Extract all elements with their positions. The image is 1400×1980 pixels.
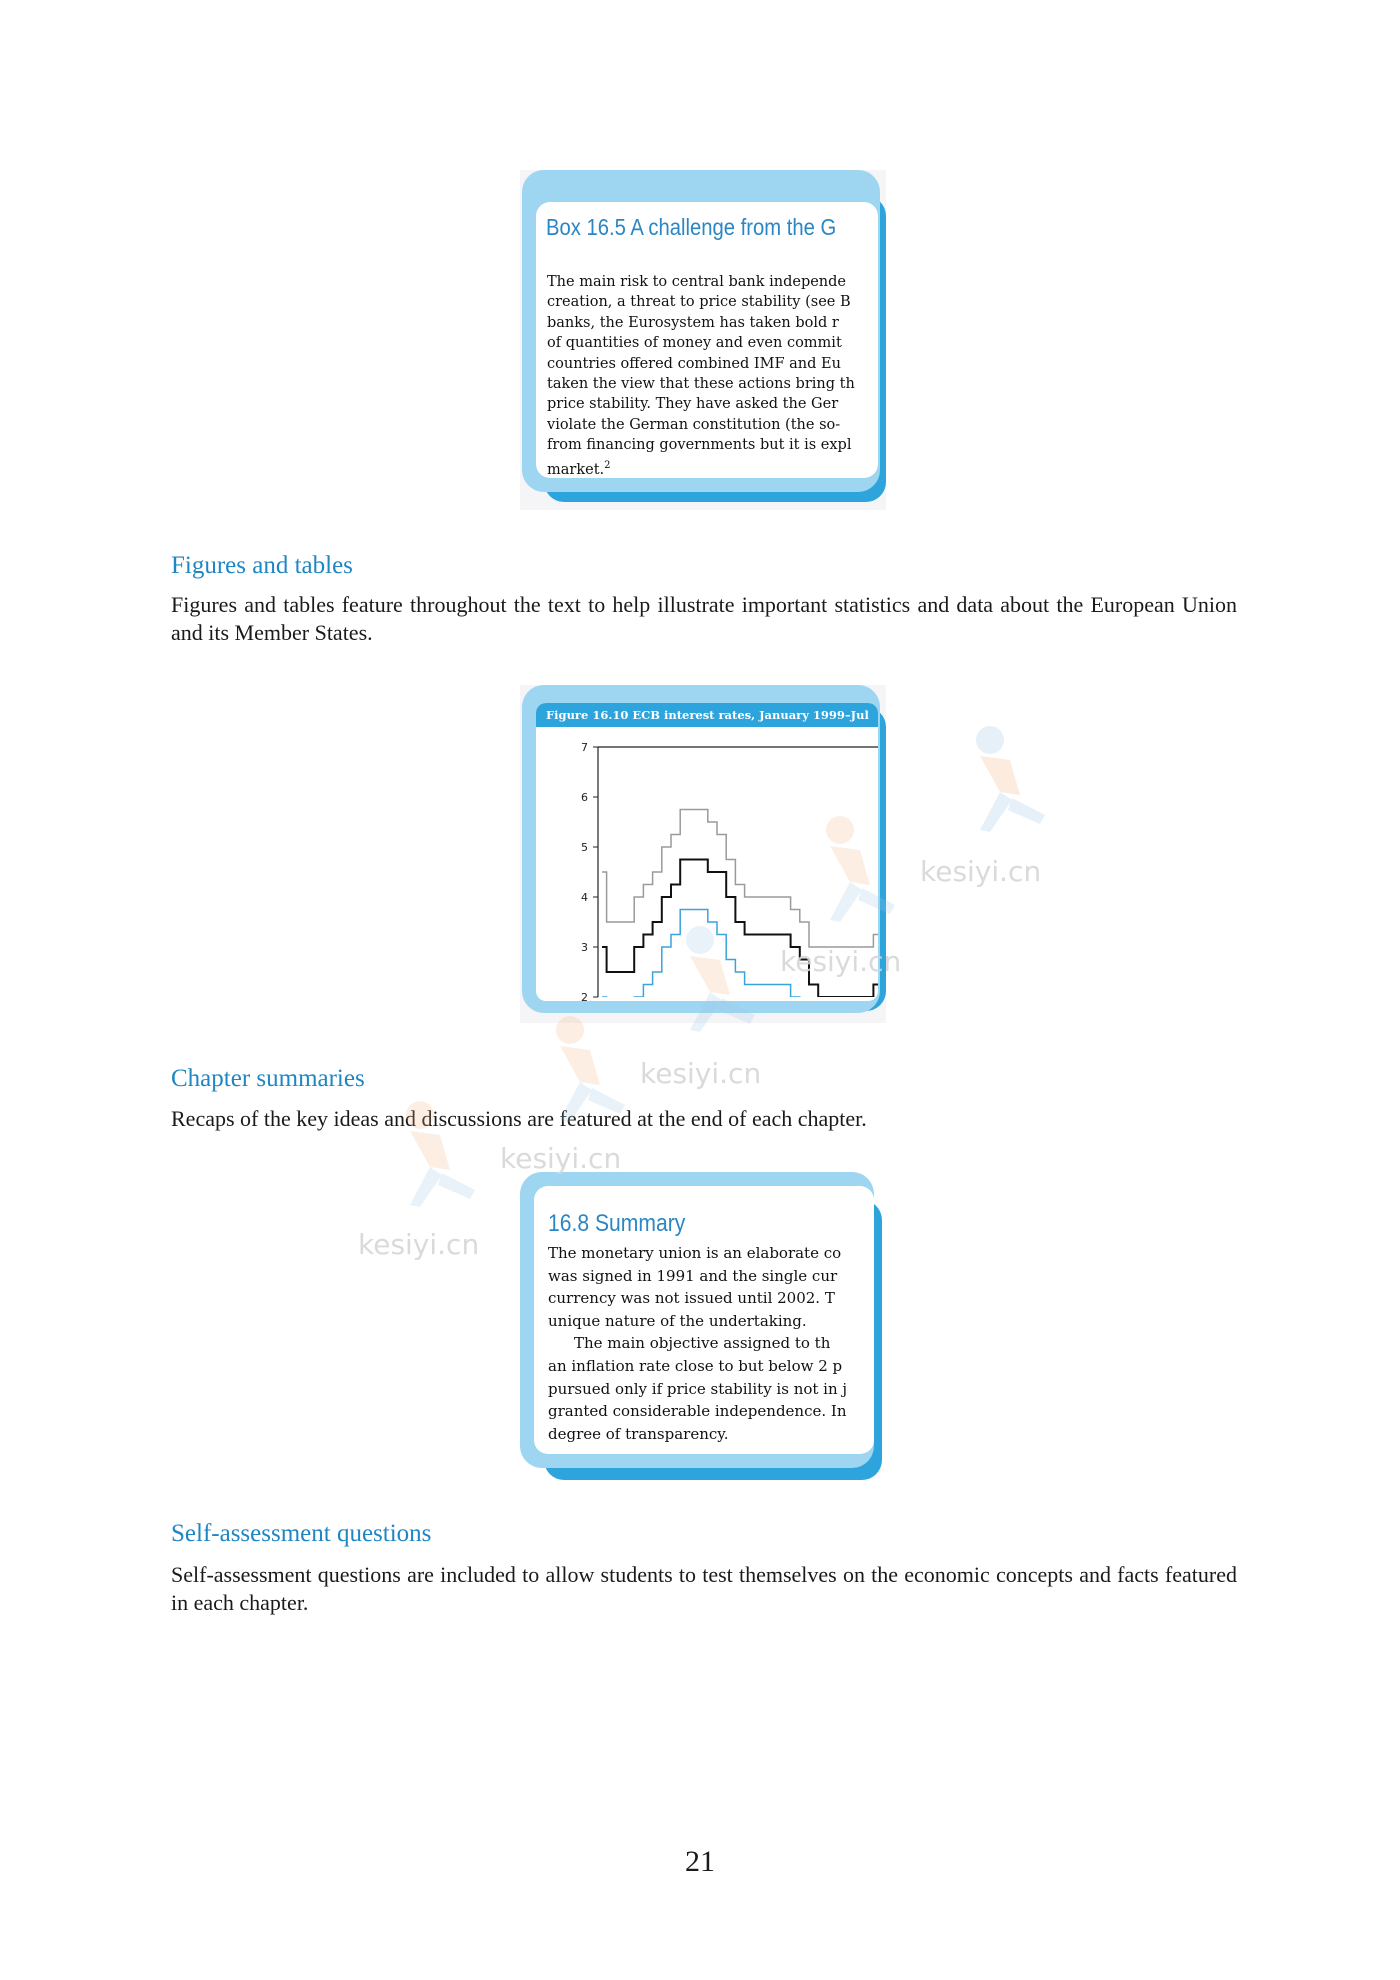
box-line: taken the view that these actions bring th	[547, 376, 855, 393]
summary-excerpt-card	[520, 1172, 886, 1482]
y-tick-label: 6	[581, 791, 588, 804]
box-line: creation, a threat to price stability (see B	[547, 294, 851, 311]
summary-text	[548, 1242, 847, 1445]
summary-line: currency was not issued until 2002. T	[548, 1289, 835, 1308]
box-line: from financing governments but it is expl	[547, 437, 852, 454]
section-heading-summaries: Chapter summaries	[171, 1065, 365, 1092]
watermark-runner-icon	[920, 720, 1060, 860]
box-title: Box 16.5 A challenge from the G	[546, 214, 837, 240]
watermark: kesiyi.cn	[920, 855, 1042, 888]
watermark: kesiyi.cn	[780, 945, 902, 978]
watermark-runner-icon	[500, 1010, 640, 1150]
summary-line: The monetary union is an elaborate co	[548, 1244, 842, 1262]
watermark: kesiyi.cn	[640, 1057, 762, 1090]
summary-line: unique nature of the undertaking.	[548, 1311, 807, 1330]
footnote-mark: 2	[604, 459, 611, 471]
box-line: price stability. They have asked the Ger	[547, 396, 839, 413]
box-line: of quantities of money and even commit	[547, 335, 842, 352]
section-text-figures: Figures and tables feature throughout the text to help illustrate important statistics and data about the European Union and its Member States.	[171, 592, 1237, 645]
y-tick-label: 3	[581, 941, 588, 954]
watermark: kesiyi.cn	[358, 1228, 480, 1261]
summary-line: degree of transparency.	[548, 1424, 729, 1443]
box-line: The main risk to central bank independe	[547, 274, 847, 290]
section-text-questions: Self-assessment questions are included to allow students to test themselves on the economic concepts and facts featured in each chapter.	[171, 1562, 1237, 1615]
summary-line: pursued only if price stability is not in j	[548, 1379, 848, 1398]
box-line: banks, the Eurosystem has taken bold r	[547, 314, 839, 331]
summary-line: The main objective assigned to th	[574, 1334, 831, 1353]
figure-caption: Figure 16.10 ECB interest rates, January 1999–Jul	[536, 703, 878, 727]
y-tick-label: 2	[581, 991, 588, 1001]
y-tick-label: 5	[581, 841, 588, 854]
section-heading-questions: Self-assessment questions	[171, 1520, 432, 1547]
box-line: violate the German constitution (the so-	[547, 416, 841, 433]
watermark: kesiyi.cn	[500, 1142, 622, 1175]
watermark-runner-icon	[770, 810, 910, 950]
summary-title: 16.8 Summary	[548, 1210, 686, 1237]
box-text	[547, 272, 855, 478]
y-tick-label: 4	[581, 891, 588, 904]
watermark-runner-icon	[350, 1095, 490, 1235]
section-heading-figures: Figures and tables	[171, 552, 353, 579]
summary-line: an inflation rate close to but below 2 p	[548, 1356, 843, 1375]
y-tick-label: 7	[581, 741, 588, 754]
box-last-line: market.	[547, 461, 605, 478]
watermark-runner-icon	[630, 920, 770, 1060]
box-line: countries offered combined IMF and Eu	[547, 355, 841, 372]
summary-line: was signed in 1991 and the single cur	[548, 1266, 838, 1285]
box-excerpt-card	[520, 170, 886, 510]
section-text-summaries: Recaps of the key ideas and discussions are featured at the end of each chapter.	[171, 1106, 867, 1131]
page-number: 21	[685, 1845, 715, 1878]
summary-line: granted considerable independence. In	[548, 1402, 847, 1421]
